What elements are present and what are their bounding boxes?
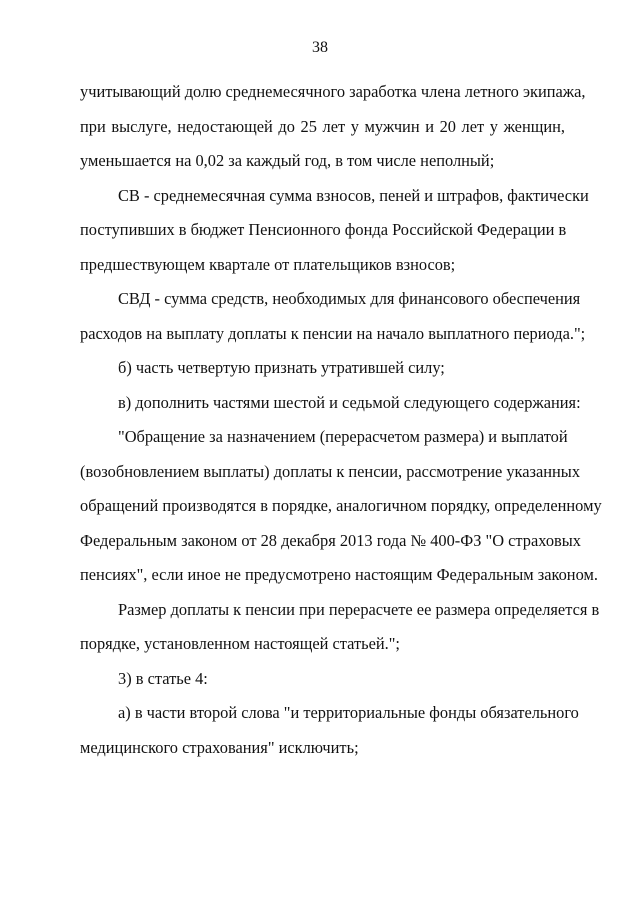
page-number: 38: [312, 39, 328, 56]
text-line: уменьшается на 0,02 за каждый год, в том числе неполный;: [80, 151, 495, 170]
text-line: медицинского страхования" исключить;: [80, 737, 359, 757]
text-line: порядке, установленном настоящей статьей.";: [80, 634, 400, 653]
document-body: [80, 75, 602, 765]
text-line: 3) в статье 4:: [118, 668, 208, 688]
text-line: (возобновлением выплаты) доплаты к пенсии, рассмотрение указанных: [80, 461, 581, 481]
text-line: поступивших в бюджет Пенсионного фонда Российской Федерации в: [80, 220, 567, 239]
text-line: Федеральным законом от 28 декабря 2013 года № 400-ФЗ "О страховых: [80, 530, 581, 550]
text-line: СВД - сумма средств, необходимых для финансового обеспечения: [118, 289, 581, 308]
text-line: при выслуге, недостающей до 25 лет у мужчин и 20 лет у женщин,: [80, 116, 565, 136]
text-line: Размер доплаты к пенсии при перерасчете ее размера определяется в: [118, 599, 600, 619]
text-line: обращений производятся в порядке, аналогичном порядку, определенному: [80, 496, 602, 515]
text-line: СВ - среднемесячная сумма взносов, пеней и штрафов, фактически: [118, 185, 589, 205]
text-line: предшествующем квартале от плательщиков взносов;: [80, 254, 456, 274]
text-line: в) дополнить частями шестой и седьмой следующего содержания:: [118, 392, 581, 412]
text-line: а) в части второй слова "и территориальные фонды обязательного: [118, 703, 579, 722]
text-line: расходов на выплату доплаты к пенсии на начало выплатного периода.";: [80, 323, 586, 343]
text-line: учитывающий долю среднемесячного заработка члена летного экипажа,: [80, 82, 586, 101]
text-line: б) часть четвертую признать утратившей силу;: [118, 358, 445, 377]
text-line: "Обращение за назначением (перерасчетом размера) и выплатой: [118, 427, 568, 446]
text-line: пенсиях", если иное не предусмотрено настоящим Федеральным законом.: [80, 565, 598, 584]
